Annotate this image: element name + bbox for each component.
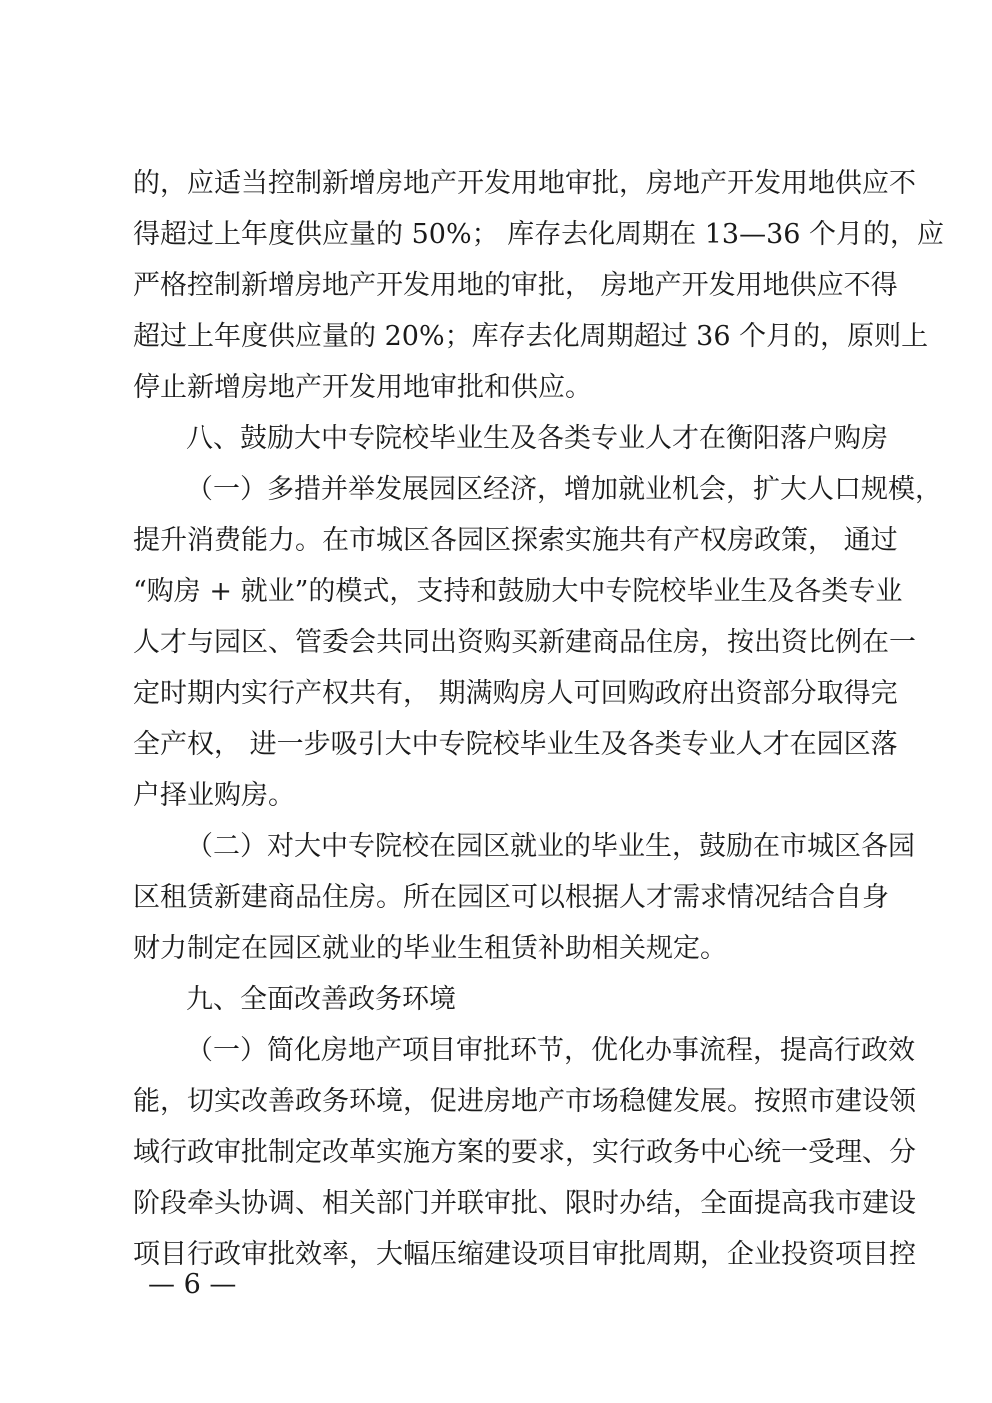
text-line: 停止新增房地产开发用地审批和供应。 <box>133 372 592 403</box>
text-line: 户择业购房。 <box>133 780 295 811</box>
section-heading: 九、全面改善政务环境 <box>186 984 456 1015</box>
text-line: 域行政审批制定改革实施方案的要求，实行政务中心统一受理、分 <box>133 1137 916 1168</box>
text-line: 人才与园区、管委会共同出资购买新建商品住房，按出资比例在一 <box>133 627 916 658</box>
text-line: “购房 + 就业”的模式，支持和鼓励大中专院校毕业生及各类专业 <box>133 576 903 607</box>
text-line: 超过上年度供应量的 20%；库存去化周期超过 36 个月的，原则上 <box>133 321 929 352</box>
section-heading: 八、鼓励大中专院校毕业生及各类专业人才在衡阳落户购房 <box>186 423 888 454</box>
text-line: （一）简化房地产项目审批环节，优化办事流程，提高行政效 <box>186 1035 915 1066</box>
text-line: 定时期内实行产权共有， 期满购房人可回购政府出资部分取得完 <box>133 678 898 709</box>
text-line: 全产权， 进一步吸引大中专院校毕业生及各类专业人才在园区落 <box>133 729 898 760</box>
text-line: 严格控制新增房地产开发用地的审批， 房地产开发用地供应不得 <box>133 270 898 301</box>
text-line: 提升消费能力。在市城区各园区探索实施共有产权房政策， 通过 <box>133 525 898 556</box>
text-line: 能，切实改善政务环境，促进房地产市场稳健发展。按照市建设领 <box>133 1086 916 1117</box>
text-line: （一）多措并举发展园区经济，增加就业机会，扩大人口规模， <box>186 474 942 505</box>
text-line: 的，应适当控制新增房地产开发用地审批，房地产开发用地供应不 <box>133 168 916 199</box>
text-line: 财力制定在园区就业的毕业生租赁补助相关规定。 <box>133 933 727 964</box>
text-line: （二）对大中专院校在园区就业的毕业生，鼓励在市城区各园 <box>186 831 915 862</box>
text-line: 区租赁新建商品住房。所在园区可以根据人才需求情况结合自身 <box>133 882 889 913</box>
text-line: 阶段牵头协调、相关部门并联审批、限时办结，全面提高我市建设 <box>133 1188 916 1219</box>
page-number: — 6 — <box>148 1269 237 1300</box>
text-line: 得超过上年度供应量的 50%； 库存去化周期在 13—36 个月的，应 <box>133 219 945 250</box>
text-line: 项目行政审批效率，大幅压缩建设项目审批周期，企业投资项目控 <box>133 1239 916 1270</box>
